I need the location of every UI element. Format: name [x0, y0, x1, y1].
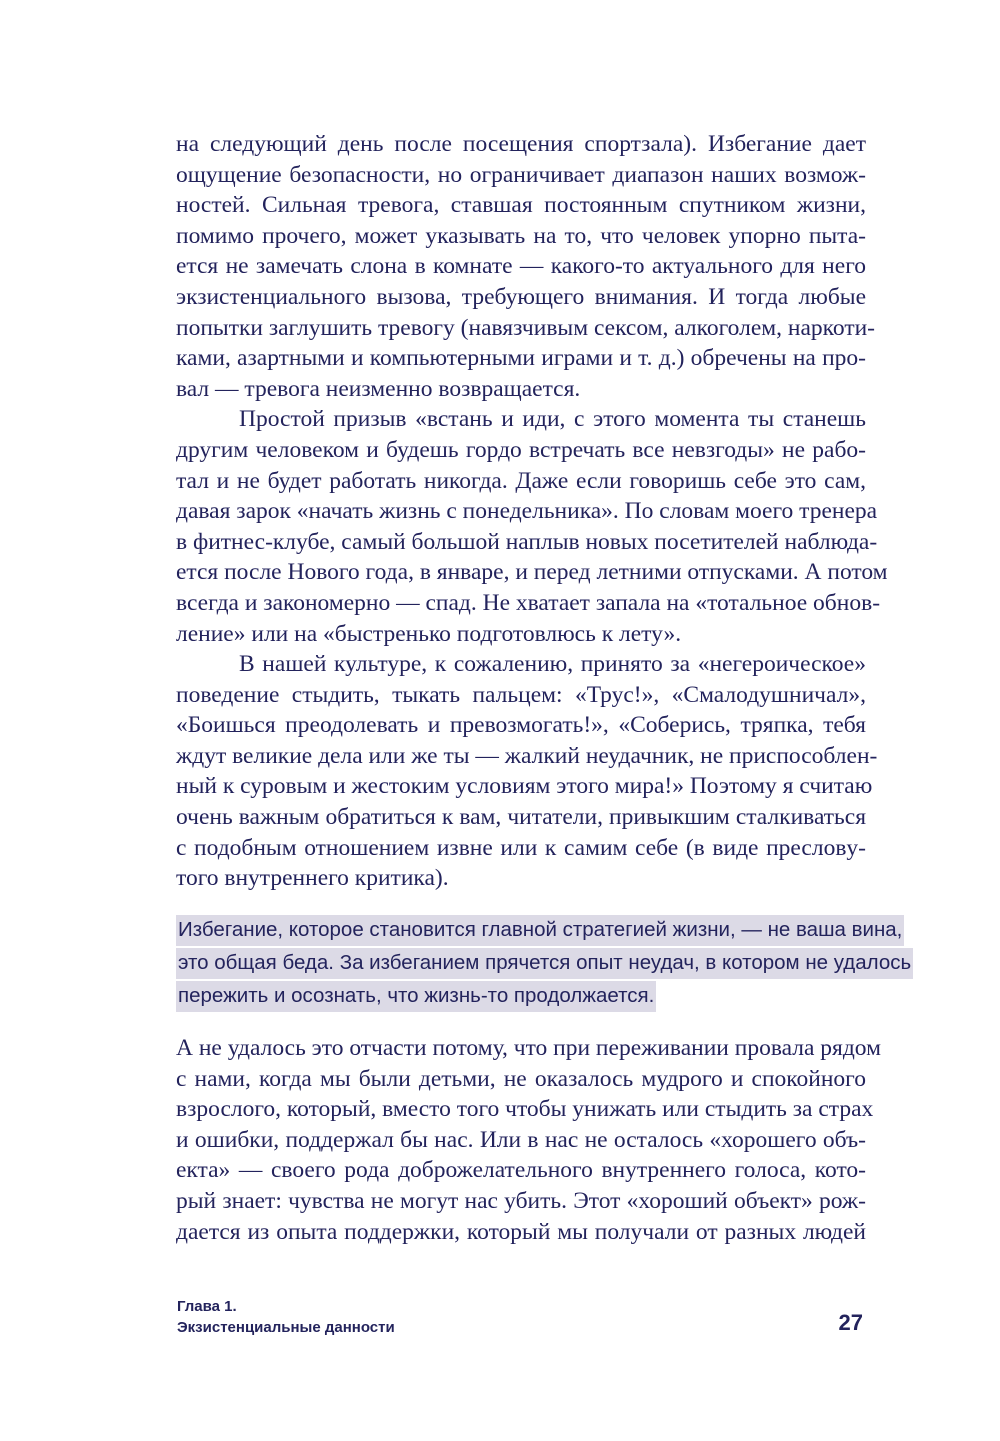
text-line: поведение стыдить, тыкать пальцем: «Трус!», «Смалодушничал», — [176, 681, 866, 708]
text-line: и ошибки, поддержал бы нас. Или в нас не осталось «хорошего объ- — [176, 1126, 866, 1153]
text-line: другим человеком и будешь гордо встречать все невзгоды» не рабо- — [176, 436, 866, 463]
quote-row — [176, 979, 876, 1012]
running-footer — [177, 1296, 395, 1338]
text-line: В нашей культуре, к сожалению, принято за «негероическое» — [239, 651, 866, 678]
text-line: всегда и закономерно — спад. Не хватает запала на «тотальное обнов- — [176, 589, 881, 616]
quote-line: это общая беда. За избеганием прячется опыт неудач, в котором не удалось — [176, 948, 913, 979]
text-line: ется не замечать слона в комнате — какого-то актуального для него — [176, 253, 866, 280]
chapter-title: Экзистенциальные данности — [177, 1319, 395, 1336]
text-line: экзистенциального вызова, требующего внимания. И тогда любые — [176, 283, 866, 310]
quote-line: Избегание, которое становится главной стратегией жизни, — не ваша вина, — [176, 915, 904, 946]
text-line: ностей. Сильная тревога, ставшая постоянным спутником жизни, — [176, 192, 866, 219]
text-line: ный к суровым и жестоким условиям этого мира!» Поэтому я считаю — [176, 773, 873, 800]
text-line: «Боишься преодолевать и превозмогать!», «Соберись, тряпка, тебя — [176, 712, 866, 739]
text-line: давая зарок «начать жизнь с понедельника». По словам моего тренера — [176, 498, 878, 525]
text-line: в фитнес-клубе, самый большой наплыв новых посетителей наблюда- — [176, 528, 878, 555]
text-line: с нами, когда мы были детьми, не оказалось мудрого и спокойного — [176, 1065, 866, 1092]
highlighted-quote — [176, 913, 912, 1012]
text-line: на следующий день после посещения спортзала). Избегание дает — [176, 131, 866, 157]
text-line: того внутреннего критика). — [176, 865, 449, 892]
text-line: попытки заглушить тревогу (навязчивым сексом, алкоголем, наркоти- — [176, 314, 875, 341]
quote-line: пережить и осознать, что жизнь-то продолжается. — [176, 981, 656, 1012]
text-line: вал — тревога неизменно возвращается. — [176, 375, 581, 402]
text-line: ждут великие дела или же ты — жалкий неудачник, не приспособлен- — [176, 742, 878, 769]
quote-row — [176, 913, 903, 946]
text-line: очень важным обратиться к вам, читатели, привыкшим сталкиваться — [176, 804, 866, 831]
page-number: 27 — [838, 1310, 863, 1335]
text-line: взрослого, который, вместо того чтобы унижать или стыдить за страх — [176, 1096, 874, 1123]
text-line: екта» — своего рода доброжелательного внутреннего голоса, кото- — [176, 1157, 866, 1184]
chapter-label: Глава 1. — [177, 1298, 237, 1315]
text-line: А не удалось это отчасти потому, что при переживании провала рядом — [176, 1035, 881, 1061]
text-line: ощущение безопасности, но ограничивает диапазон наших возмож- — [176, 161, 866, 188]
text-line: ление» или на «быстренько подготовлюсь к лету». — [176, 620, 682, 647]
text-line: помимо прочего, может указывать на то, что человек упорно пыта- — [176, 222, 866, 249]
text-line: ками, азартными и компьютерными играми и т. д.) обречены на про- — [176, 345, 866, 372]
quote-row — [176, 946, 912, 979]
text-line: Простой призыв «встань и иди, с этого момента ты станешь — [239, 406, 866, 433]
text-line: дается из опыта поддержки, который мы получали от разных людей — [176, 1218, 866, 1245]
text-line: рый знает: чувства не могут нас убить. Этот «хороший объект» рож- — [176, 1187, 866, 1214]
text-line: тал и не будет работать никогда. Даже если говоришь себе это сам, — [176, 467, 866, 494]
body-text-top — [176, 129, 888, 894]
text-line: с подобным отношением извне или к самим себе (в виде пресловy- — [176, 834, 866, 861]
text-line: ется после Нового года, в январе, и перед летними отпусками. А потом — [176, 559, 888, 586]
body-text-bottom — [176, 1033, 881, 1247]
